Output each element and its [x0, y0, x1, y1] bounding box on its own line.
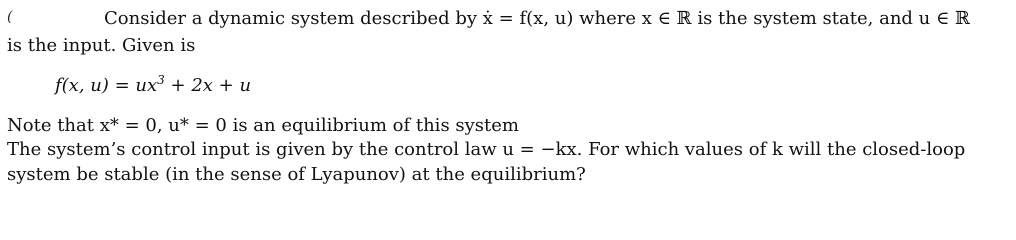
paragraph-line-4: Note that x* = 0, u* = 0 is an equilibrium of this system	[7, 115, 519, 136]
equation: f(x, $u) = ux^3 + 2x + u$	[55, 73, 252, 96]
stray-mark: (	[7, 9, 13, 25]
paragraph-line-5: The system’s control input is given by the control law u = −kx. For which values of k will the closed-loop	[7, 139, 966, 160]
exponent: 3	[157, 73, 165, 87]
paragraph-line-6: system be stable (in the sense of Lyapunov) at the equilibrium?	[7, 164, 586, 185]
paragraph-line-2: is the input. Given is	[7, 35, 196, 56]
paragraph-line-1: Consider a dynamic system described by ẋ = f(x, u) where x ∈ ℝ is the system state, and u ∈ ℝ	[104, 8, 970, 29]
